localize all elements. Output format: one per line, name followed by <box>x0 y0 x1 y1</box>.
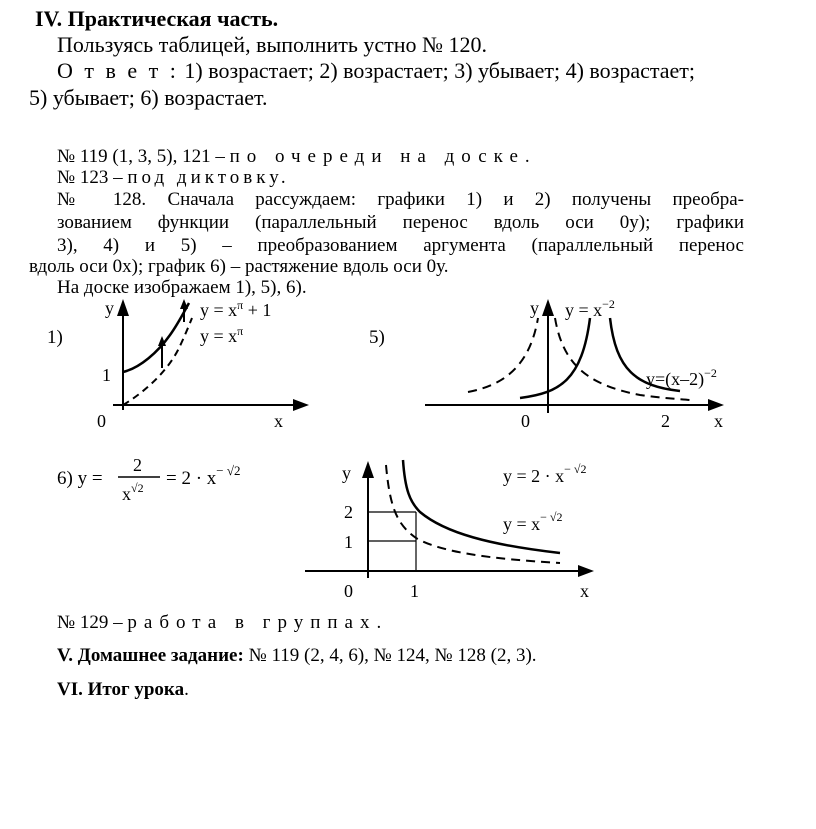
graph1-curve-label-1: $y = x^\pi + 1$ <box>200 298 272 320</box>
summary-label: VI. Итог урока <box>57 679 185 700</box>
exercise-128-line3: 3), 4) и 5) – преобразованием аргумента (параллельный перенос <box>57 235 744 256</box>
graph6-rhs: = $2 \cdot x^{- √2}$ <box>166 463 241 489</box>
exercise-128-line1: № 128. Сначала рассуждаем: графики 1) и 2) получены преобра- <box>57 189 744 210</box>
graph5-y-label: y <box>530 298 539 318</box>
graph5-curve-label-1: $y = x^{-2}$ <box>565 297 615 320</box>
exercise-119-prefix: № 119 (1, 3, 5), 121 – <box>57 146 230 167</box>
summary <box>57 680 189 699</box>
graph6-y-arrow <box>362 461 374 478</box>
graph1-x-label: x <box>274 411 283 431</box>
graph6-tick-x1: 1 <box>410 581 419 601</box>
graph1-curve-label-2: $y = x^\pi$ <box>200 324 244 346</box>
exercise-128-line2: зованием функции (параллельный перенос вдоль оси 0у); графики <box>57 212 744 233</box>
exercise-123-prefix: № 123 – <box>57 167 128 188</box>
graph5-curve-label-2: $y=(x-2)^{-2}$ <box>646 366 717 389</box>
exercise-128-line4: вдоль оси 0х); график 6) – растяжение вдоль оси 0у. <box>29 256 449 277</box>
graph6-denominator: $x^{√2}$ <box>122 481 144 504</box>
graph1-tick-1: 1 <box>102 365 111 385</box>
graph6-origin: 0 <box>344 581 353 601</box>
exercise-123-spaced: под диктовку. <box>127 167 290 188</box>
graph5-origin: 0 <box>521 411 530 431</box>
graph1-origin: 0 <box>97 411 106 431</box>
graph6-label: 6) y = <box>57 468 103 489</box>
graph1-y-label: y <box>105 298 114 318</box>
graph6-tick-y2: 2 <box>344 502 353 522</box>
graph5-tick-2: 2 <box>661 411 670 431</box>
summary-dot: . <box>184 679 189 700</box>
graph6-tick-y1: 1 <box>344 532 353 552</box>
graph5-x-label: x <box>714 411 723 431</box>
graph6-x-arrow <box>578 565 594 577</box>
section4-task: Пользуясь таблицей, выполнить устно № 120. <box>57 32 488 57</box>
graph6-curve-label-1: $y = 2 \cdot x^{- √2}$ <box>503 462 587 486</box>
homework-text: № 119 (2, 4, 6), № 124, № 128 (2, 3). <box>243 645 537 666</box>
graph6-y-label: y <box>342 463 351 483</box>
answer-line1: 1) возрастает; 2) возрастает; 3) убывает; 4) возрастает; <box>178 58 696 83</box>
answer-label: О т в е т : <box>57 58 179 83</box>
board-note: На доске изображаем 1), 5), 6). <box>57 277 307 298</box>
graph6-curve-label-2: $y = x^{- √2}$ <box>503 510 563 534</box>
exercise-119-spaced: по очереди на доске. <box>229 146 537 167</box>
graph6-x-label: x <box>580 581 589 601</box>
homework-label: V. Домашнее задание: <box>57 645 244 666</box>
exercise-129 <box>57 613 388 632</box>
section4-title: IV. Практическая часть. <box>35 6 279 31</box>
graph6-numerator: 2 <box>133 455 142 475</box>
exercise-129-spaced: работа в группах. <box>127 612 389 633</box>
answer-line2: 5) убывает; 6) возрастает. <box>29 85 268 110</box>
homework <box>57 646 537 665</box>
exercise-129-prefix: № 129 – <box>57 612 128 633</box>
graph1-label: 1) <box>47 327 63 348</box>
graph5-label: 5) <box>369 327 385 348</box>
